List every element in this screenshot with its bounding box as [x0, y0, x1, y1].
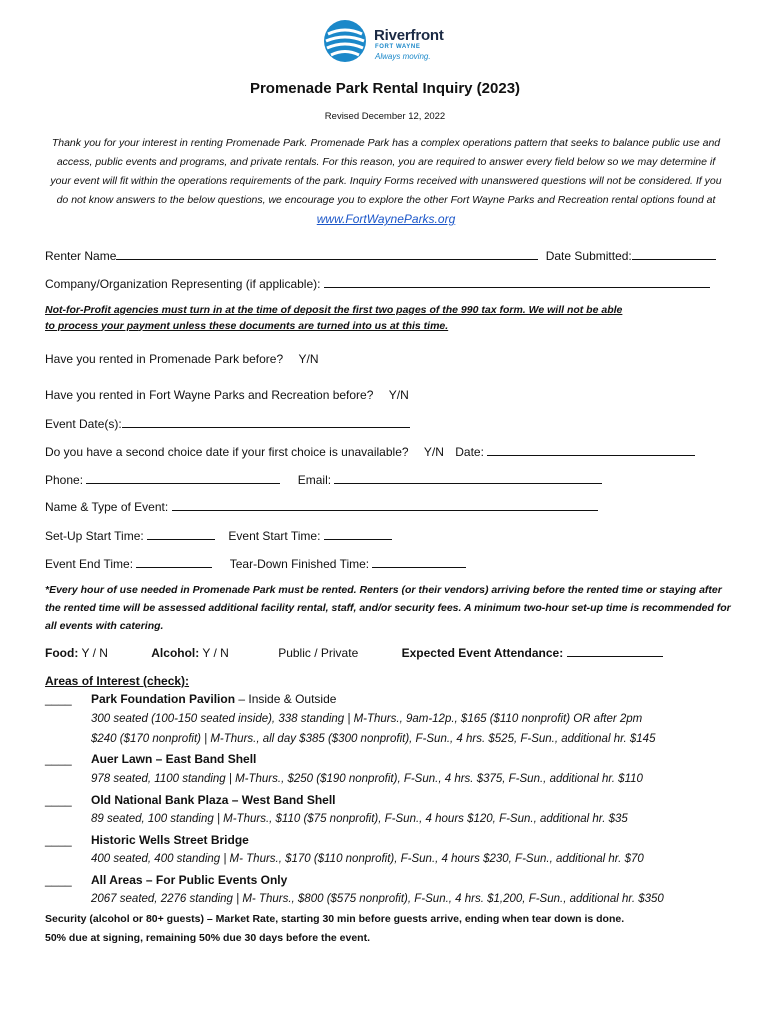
attendance-field[interactable] — [567, 645, 663, 657]
company-row — [45, 276, 710, 291]
area-name-2: Auer Lawn – East Band Shell — [91, 752, 257, 766]
second-choice-question: Do you have a second choice date if your first choice is unavailable? — [45, 445, 409, 459]
event-start-field[interactable] — [324, 528, 392, 540]
area-desc-2: 978 seated, 1100 standing | M-Thurs., $250 ($190 nonprofit), F-Sun., 4 hrs. $375, F-Sun., additional hr. $110 — [91, 773, 643, 785]
every-hour-notice: *Every hour of use needed in Promenade Park must be rented. Renters (or their vendors) arriving before the rented time or staying after the rented time will be assessed additional facility rental, staff, and/or security fees. A minimum two-hour set-up time is recommended for all events with catering. — [45, 584, 731, 632]
area-name-1-bold: Park Foundation Pavilion — [91, 692, 236, 706]
event-end-field[interactable] — [136, 556, 212, 568]
email-field[interactable] — [334, 472, 602, 484]
riverfront-logo — [322, 18, 462, 66]
rented-parks-yn[interactable]: Y/N — [388, 388, 409, 402]
event-options-row — [45, 645, 663, 660]
event-dates-row — [45, 416, 410, 431]
riverfront-logo-icon — [322, 18, 368, 64]
rented-promenade-yn[interactable]: Y/N — [298, 352, 319, 366]
teardown-label: Tear-Down Finished Time: — [229, 557, 370, 571]
food-yn[interactable]: Y / N — [81, 646, 108, 660]
alcohol-label: Alcohol: — [151, 646, 200, 660]
contact-row — [45, 472, 602, 487]
renter-name-row — [45, 248, 716, 263]
revised-date: Revised December 12, 2022 — [324, 111, 446, 122]
date-submitted-label: Date Submitted: — [545, 249, 632, 263]
company-label: Company/Organization Representing (if applicable): — [45, 277, 321, 291]
area-name-1 — [91, 692, 336, 706]
rented-parks-row — [45, 388, 409, 402]
logo-brand: Riverfront — [374, 27, 444, 44]
phone-field[interactable] — [86, 472, 280, 484]
areas-title: Areas of Interest (check): — [45, 674, 190, 688]
area-name-3: Old National Bank Plaza – West Band Shell — [91, 793, 336, 807]
notice-line-1: Not-for-Profit agencies must turn in at the time of deposit the first two pages of the 990 tax form. We will not be able — [45, 304, 623, 316]
logo-tagline: Always moving. — [375, 52, 431, 61]
area-checkbox-3[interactable]: ____ — [45, 793, 72, 807]
event-start-label: Event Start Time: — [228, 529, 321, 543]
alcohol-yn[interactable]: Y / N — [202, 646, 229, 660]
phone-label: Phone: — [45, 473, 84, 487]
intro-text: Thank you for your interest in renting Promenade Park. Promenade Park has a complex operations pattern that seeks to balance public use and access, public events and programs, and private rentals. For this reason, you are required to answer every field below so we may determine if your event will fit within the operations requirements of the park. Inquiry Forms received with unanswered questions will not be considered. If you do not know answers to the below questions, we encourage you to explore the other Fort Wayne Parks and Recreation rental options found at — [50, 137, 722, 206]
area-checkbox-5[interactable]: ____ — [45, 873, 72, 887]
area-name-4: Historic Wells Street Bridge — [91, 833, 249, 847]
setup-start-field[interactable] — [147, 528, 215, 540]
nonprofit-notice — [45, 303, 622, 334]
rented-promenade-row — [45, 352, 319, 366]
payment-note: 50% due at signing, remaining 50% due 30 days before the event. — [45, 932, 371, 944]
area-name-5: All Areas – For Public Events Only — [91, 873, 288, 887]
area-desc-1b: $240 ($170 nonprofit) | M-Thurs., all day $385 ($300 nonprofit), F-Sun., 4 hrs. $525, F-Sun., additional hr. $145 — [91, 733, 656, 745]
renter-name-field[interactable] — [116, 248, 538, 260]
parks-link[interactable]: www.FortWayneParks.org — [316, 212, 456, 226]
email-label: Email: — [297, 473, 332, 487]
area-desc-4: 400 seated, 400 standing | M- Thurs., $170 ($110 nonprofit), F-Sun., 4 hours $230, F-Sun., additional hr. $70 — [91, 853, 644, 865]
area-desc-3: 89 seated, 100 standing | M-Thurs., $110 ($75 nonprofit), F-Sun., 4 hours $120, F-Sun., additional hr. $35 — [91, 813, 628, 825]
second-choice-row — [45, 444, 695, 459]
notice-line-2: to process your payment unless these documents are turned into us at this time. — [45, 319, 449, 332]
company-field[interactable] — [324, 276, 710, 288]
renter-name-label: Renter Name — [45, 249, 117, 263]
name-type-label: Name & Type of Event: — [45, 500, 169, 514]
name-type-row — [45, 499, 598, 514]
public-private-option[interactable]: Public / Private — [278, 646, 359, 660]
event-dates-label: Event Date(s): — [45, 417, 122, 431]
times-row-1 — [45, 528, 392, 543]
area-desc-1a: 300 seated (100-150 seated inside), 338 standing | M-Thurs., 9am-12p., $165 ($110 nonprofit) OR after 2pm — [91, 713, 643, 725]
intro-paragraph — [46, 134, 726, 230]
event-dates-field[interactable] — [122, 416, 410, 428]
page-title: Promenade Park Rental Inquiry (2023) — [249, 80, 521, 97]
attendance-label: Expected Event Attendance: — [401, 646, 564, 660]
rented-promenade-question: Have you rented in Promenade Park before? — [45, 352, 284, 366]
event-end-label: Event End Time: — [45, 557, 134, 571]
second-date-label: Date: — [455, 445, 484, 459]
setup-start-label: Set-Up Start Time: — [45, 529, 144, 543]
security-note: Security (alcohol or 80+ guests) – Market Rate, starting 30 min before guests arrive, ending when tear down is done. — [45, 913, 625, 925]
area-checkbox-2[interactable]: ____ — [45, 752, 72, 766]
area-desc-5: 2067 seated, 2276 standing | M- Thurs., $800 ($575 nonprofit), F-Sun., 4 hrs. $1,200, F-Sun., additional hr. $350 — [91, 893, 664, 905]
food-label: Food: — [45, 646, 79, 660]
area-checkbox-4[interactable]: ____ — [45, 833, 72, 847]
logo-sub: FORT WAYNE — [375, 44, 421, 50]
name-type-field[interactable] — [172, 499, 598, 511]
second-date-field[interactable] — [487, 444, 695, 456]
second-choice-yn[interactable]: Y/N — [423, 445, 444, 459]
times-row-2 — [45, 556, 466, 571]
rented-parks-question: Have you rented in Fort Wayne Parks and Recreation before? — [45, 388, 374, 402]
area-checkbox-1[interactable]: ____ — [45, 692, 72, 706]
date-submitted-field[interactable] — [632, 248, 716, 260]
teardown-field[interactable] — [372, 556, 466, 568]
area-name-1-suffix: – Inside & Outside — [235, 692, 337, 706]
